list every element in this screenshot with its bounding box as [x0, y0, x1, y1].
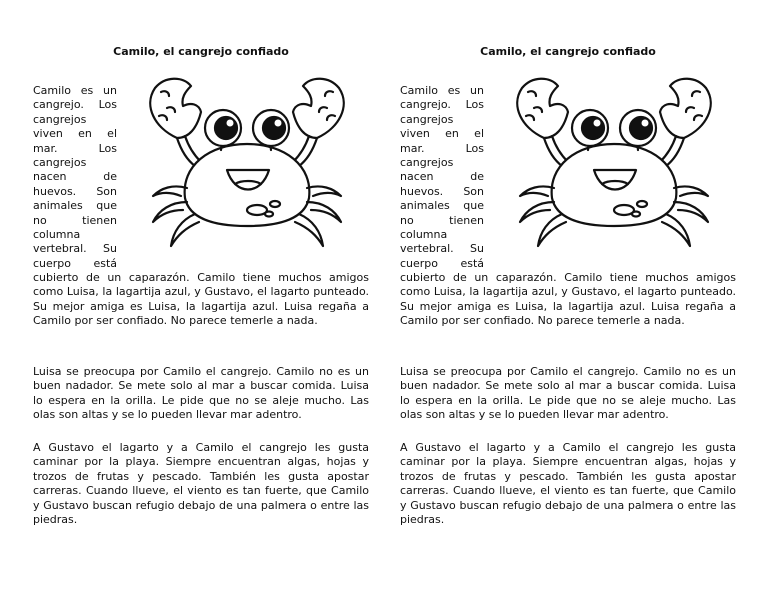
intro-line: Camilo es un — [33, 84, 117, 97]
intro-line: vertebral. Su — [400, 242, 484, 256]
paragraph-2: Luisa se preocupa por Camilo el cangrejo. Camilo no es un buen nadador. Se mete solo al mar a buscar comida. Luisa lo espera en la orilla. Le pide que no se aleje mucho. Las olas son altas y se lo pueden llevar mar adentro. — [33, 365, 369, 422]
intro-line: vertebral. Su — [33, 242, 117, 256]
intro-line: huevos. Son — [400, 184, 484, 198]
intro-line: mar. Los — [400, 141, 484, 155]
intro-line: nacen de — [33, 170, 117, 184]
paragraph-3: A Gustavo el lagarto y a Camilo el cangrejo les gusta caminar por la playa. Siempre encuentran algas, hojas y trozos de frutas y pescado. También les gusta apostar carreras. Cuando llueve, el viento es tan fuerte, que Camilo y Gustavo buscan refugio debajo de una palmera o entre las piedras. — [400, 441, 736, 527]
paragraph-2: Luisa se preocupa por Camilo el cangrejo. Camilo no es un buen nadador. Se mete solo al mar a buscar comida. Luisa lo espera en la orilla. Le pide que no se aleje mucho. Las olas son altas y se lo pueden llevar mar adentro. — [400, 365, 736, 422]
intro-line: cangrejos — [400, 156, 454, 170]
intro-line: nacen de — [400, 170, 484, 184]
paragraph-1-rest: cubierto de un caparazón. Camilo tiene muchos amigos como Luisa, la lagartija azul, y Gustavo, el lagarto punteado. Su mejor amiga es Luisa, la lagartija azul. Luisa regaña a Camilo por ser confiado. No parece temerle a nada. — [400, 271, 736, 328]
intro-line: no tienen — [33, 213, 117, 227]
intro-line: cangrejos — [400, 112, 454, 126]
intro-text-wrap — [33, 84, 117, 271]
crab-illustration — [125, 68, 369, 256]
intro-line: animales que — [400, 199, 484, 213]
paragraph-3: A Gustavo el lagarto y a Camilo el cangrejo les gusta caminar por la playa. Siempre encuentran algas, hojas y trozos de frutas y pescado. También les gusta apostar carreras. Cuando llueve, el viento es tan fuerte, que Camilo y Gustavo buscan refugio debajo de una palmera o entre las piedras. — [33, 441, 369, 527]
crab-illustration — [492, 68, 736, 256]
intro-line: columna — [33, 228, 81, 242]
intro-line: viven en el — [33, 127, 117, 141]
intro-line: cuerpo está — [400, 256, 484, 270]
intro-line: cangrejo. Los — [400, 98, 484, 112]
intro-line: no tienen — [400, 213, 484, 227]
paragraph-1-rest: cubierto de un caparazón. Camilo tiene muchos amigos como Luisa, la lagartija azul, y Gustavo, el lagarto punteado. Su mejor amiga es Luisa, la lagartija azul. Luisa regaña a Camilo por ser confiado. No parece temerle a nada. — [33, 271, 369, 328]
intro-line: cangrejos — [33, 112, 87, 126]
intro-line: mar. Los — [33, 141, 117, 155]
intro-line: animales que — [33, 199, 117, 213]
intro-line: cangrejos — [33, 156, 87, 170]
intro-text-wrap — [400, 84, 484, 271]
intro-line: Camilo es un — [400, 84, 484, 97]
intro-line: cuerpo está — [33, 256, 117, 270]
story-title: Camilo, el cangrejo confiado — [480, 45, 656, 58]
story-title: Camilo, el cangrejo confiado — [113, 45, 289, 58]
intro-line: columna — [400, 228, 448, 242]
intro-line: cangrejo. Los — [33, 98, 117, 112]
intro-line: viven en el — [400, 127, 484, 141]
intro-line: huevos. Son — [33, 184, 117, 198]
